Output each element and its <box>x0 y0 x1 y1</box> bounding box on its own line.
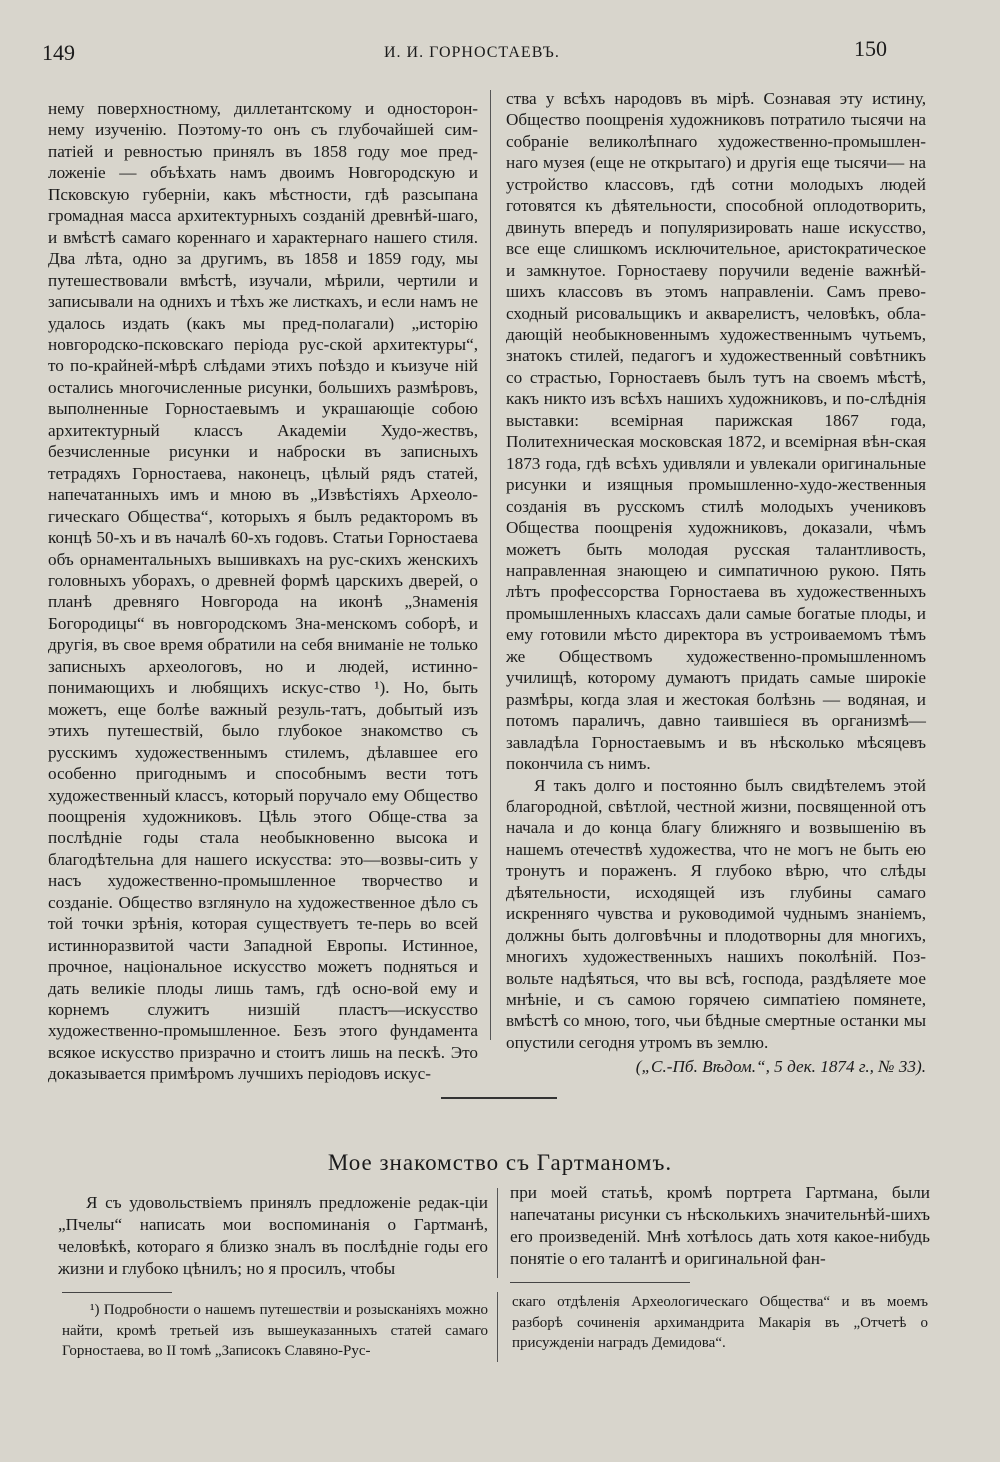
footnote-right <box>512 1292 928 1354</box>
section-column-divider <box>497 1188 498 1278</box>
footnote-left-text: ¹) Подробности о нашемъ путешествіи и розысканіяхъ можно найти, кромѣ третьей изъ вышеуказанныхъ статей самаго Горностаева, во II томѣ „Записокъ Славяно-Рус- <box>62 1302 488 1359</box>
footnote-column-divider <box>497 1292 498 1362</box>
section-column-right <box>510 1182 930 1270</box>
column-divider <box>490 90 491 1040</box>
footnote-rule-right <box>510 1282 690 1283</box>
section-left-text: Я съ удовольствіемъ принялъ предложеніе редак-ціи „Пчелы“ написать мои воспоминанія о Гартманѣ, человѣкѣ, котораго я близко зналъ въ послѣдніе годы его жизни и глубоко цѣнилъ; но я просилъ, чтобы <box>58 1193 488 1278</box>
text-column-left <box>48 98 478 1085</box>
section-title: Мое знакомство съ Гартманомъ. <box>327 1150 673 1175</box>
footnote-right-text: скаго отдѣленія Археологическаго Общества“ и въ моемъ разборѣ сочиненія архимандрита Макарія въ „Отчетѣ о присужденіи наградъ Демидова“. <box>512 1294 928 1351</box>
section-divider <box>441 1097 557 1099</box>
section-right-text: при моей статьѣ, кромѣ портрета Гартмана, были напечатаны рисунки съ нѣсколькихъ значительнѣй-шихъ его произведеній. Мнѣ хотѣлось дать хотя какое-нибудь понятіе о его талантѣ и оригинальной фан- <box>510 1183 930 1268</box>
section-column-left <box>58 1192 488 1280</box>
source-citation: („С.-Пб. Вѣдом.“, 5 дек. 1874 г., № 33). <box>635 1057 926 1077</box>
page-number-left: 149 <box>42 40 75 65</box>
footnote-left <box>62 1300 488 1362</box>
column-right-paragraph-2: Я такъ долго и постоянно былъ свидѣтелемъ этой благородной, свѣтлой, честной жизни, посвященной отъ начала и до конца благу ближняго и возвышенію въ нашемъ отечествѣ художества, что не могъ не быть ею тронутъ и пораженъ. Я глубоко вѣрю, что слѣды дѣятельности, исходящей изъ глубины самаго искренняго чувства и руководимой чуднымъ знаніемъ, должны быть долговѣчны и плодотворны для многихъ, многихъ художественныхъ нашихъ поколѣній. Поз-вольте надѣяться, что вы всѣ, господа, раздѣляете мое мнѣніе, и съ самою горячею симпатіею помянете, вмѣстѣ со мною, того, чьи бѣдные смертные останки мы опустили сегодня утромъ въ землю. <box>506 775 926 1052</box>
running-title: И. И. ГОРНОСТАЕВЪ. <box>384 44 560 61</box>
text-column-right <box>506 88 926 1078</box>
column-left-text: нему поверхностному, диллетантскому и односторон-нему изученію. Поэтому-то онъ съ глубочайшей сим-патіей и ревностью принялъ въ 1858 году мое пред-ложеніе — объѣхать намъ двоимъ Новгородскую и Псковскую губерніи, какъ мѣстности, гдѣ разсыпана громадная масса архитектурныхъ созданій древнѣй-шаго, и вмѣстѣ самаго кореннаго и характернаго нашего стиля. Два лѣта, одно за другимъ, въ 1858 и 1859 году, мы путешествовали вмѣстѣ, изучали, мѣрили, чертили и записывали на однихъ и тѣхъ же листкахъ, и если намъ не удалось издать (какъ мы пред-полагали) „исторію новгородско-псковскаго періода рус-ской архитектуры“, то по-крайней-мѣрѣ слѣдами этихъ поѣздо и къизуче нiй остались многочисленные рисунки, большихъ размѣровъ, выполненные Горностаевымъ и украшающіе собою архитектурный классъ Академіи Худо-жествъ, безчисленные рисунки и наброски въ записныхъ тетрадяхъ Горностаева, наконецъ, цѣлый рядъ статей, напечатанныхъ имъ и мною въ „Извѣстіяхъ Археоло-гическаго Общества“, которыхъ я былъ редакторомъ въ концѣ 50-хъ и въ началѣ 60-хъ годовъ. Статьи Горностаева объ орнаментальныхъ вышивкахъ на рус-скихъ женскихъ головныхъ уборахъ, о древней формѣ царскихъ дверей, о планѣ древняго Новгорода на иконѣ „Знаменія Богородицы“ въ новгородскомъ Зна-менскомъ соборѣ, и другія, въ свое время обратили на себя вниманіе не только записныхъ археологовъ, но и людей, истинно-понимающихъ и любящихъ искус-ство ¹). Но, быть можетъ, еще болѣе важный резуль-татъ, добытый изъ этихъ путешествій, было глубокое знакомство съ русскимъ художественнымъ стилемъ, дѣлавшее его особенно пригоднымъ и способнымъ вести тотъ художественный классъ, который поручало ему Общество поощренія художниковъ. Цѣль этого Обще-ства за послѣдніе годы стала необыкновенно высока и благодѣтельна для нашего искусства: это—возвы-сить у насъ художественно-промышленное творчество и созданіе. Общество взглянуло на художественное дѣло съ той точки зрѣнія, которая существуетъ те-перь во всей истинноразвитой части Западной Европы. Истинное, прочное, національное искусство можетъ подняться и дать великіе плоды лишь тамъ, гдѣ осно-вой ему и корнемъ служитъ низшій пластъ—искусство художественно-промышленное. Безъ этого фундамента всякое искусство призрачно и стоитъ лишь на пескѣ. Это доказывается примѣромъ лучшихъ періодовъ искус- <box>48 99 478 1084</box>
page-number-right: 150 <box>854 36 887 61</box>
column-right-paragraph-1: ства у всѣхъ народовъ въ мірѣ. Сознавая эту истину, Общество поощренія художниковъ потратило тысячи на собраніе великолѣпнаго художественно-промышлен-наго музея (еще не открытаго) и другія еще тысячи— на устройство классовъ, гдѣ сотни молодыхъ людей готовятся къ дѣятельности, способной оплодотворить, двинуть впередъ и популяризировать наше искусство, все еще слишкомъ исключительное, аристократическое и замкнутое. Горностаеву поручили веденіе важнѣй-шихъ классовъ въ этомъ направленіи. Самъ прево-сходный рисовальщикъ и акварелистъ, человѣкъ, обла-дающій необыкновеннымъ художественнымъ чутьемъ, знатокъ стилей, педагогъ и художественный совѣтникъ со страстью, Горностаевъ былъ тутъ на своемъ мѣстѣ, какъ никто изъ всѣхъ нашихъ художниковъ, и по-слѣднія выставки: всемірная парижская 1867 года, Политехническая московская 1872, и всемірная вѣн-ская 1873 года, гдѣ всѣхъ удивляли и увлекали оригинальные рисунки и изящныя промышленно-худо-жественныя созданія въ русскомъ стилѣ молодыхъ учениковъ Общества поощренія художниковъ, доказали, чѣмъ можетъ быть молодая русская талантливость, направленная знающею и симпатичною рукою. Пять лѣтъ профессорства Горностаева въ художественныхъ промышленныхъ классахъ дали самые богатые плоды, и ему готовили мѣсто директора въ устроиваемомъ тѣмъ же Обществомъ художественно-промышленномъ училищѣ, которому думаютъ придать самые широкіе размѣры, когда злая и жестокая болѣзнь — водяная, и потомъ параличъ, давно таившіеся въ организмѣ— завладѣла Горностаевымъ и въ нѣсколько мѣсяцевъ покончила съ нимъ. <box>506 89 926 774</box>
page-header <box>0 34 1000 70</box>
footnote-rule-left <box>62 1292 172 1293</box>
